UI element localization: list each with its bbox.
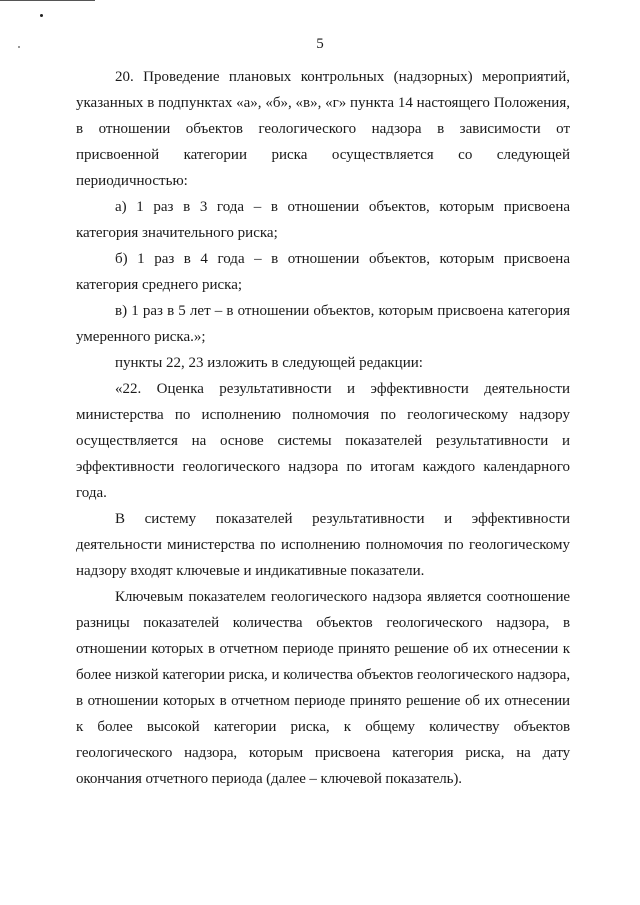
paragraph-item-a: а) 1 раз в 3 года – в отношении объектов, которым присвоена категория значительного риска;: [76, 199, 570, 241]
paragraph-key-indicator: Ключевым показателем геологического надзора является соотношение разницы показателей количества объектов геологического надзора, в отношении которых в отчетном периоде принято решение об их отнесении к более низкой категории риска, и количества объектов геологического надзора, в отношении которых в отчетном периоде принято решение об их отнесении к более высокой категории риска, к общему количеству объектов геологического надзора, которым присвоена категория риска, на дату окончания отчетного периода (далее – ключевой показатель).: [76, 589, 570, 787]
document-body: [76, 64, 570, 792]
paragraph-item-b: б) 1 раз в 4 года – в отношении объектов, которым присвоена категория среднего риска;: [76, 251, 570, 293]
paragraph-indicator-system: В систему показателей результативности и эффективности деятельности министерства по исполнению полномочия по геологическому надзору входят ключевые и индикативные показатели.: [76, 511, 570, 579]
paragraph-amendment-intro: пункты 22, 23 изложить в следующей редакции:: [115, 355, 423, 371]
scan-corner-mark: [0, 0, 95, 1]
page-number: 5: [316, 36, 324, 52]
paragraph-item-v: в) 1 раз в 5 лет – в отношении объектов, которым присвоена категория умеренного риска.»;: [76, 303, 570, 345]
paragraph-22: «22. Оценка результативности и эффективности деятельности министерства по исполнению полномочия по геологическому надзору осуществляется на основе системы показателей результативности и эффективности геологического надзора по итогам каждого календарного года.: [76, 381, 570, 501]
paragraph-20: 20. Проведение плановых контрольных (надзорных) мероприятий, указанных в подпунктах «а», «б», «в», «г» пункта 14 настоящего Положения, в отношении объектов геологического надзора в зависимости от присвоенной категории риска осуществляется со следующей периодичностью:: [76, 69, 570, 189]
scan-dot: [40, 14, 43, 17]
